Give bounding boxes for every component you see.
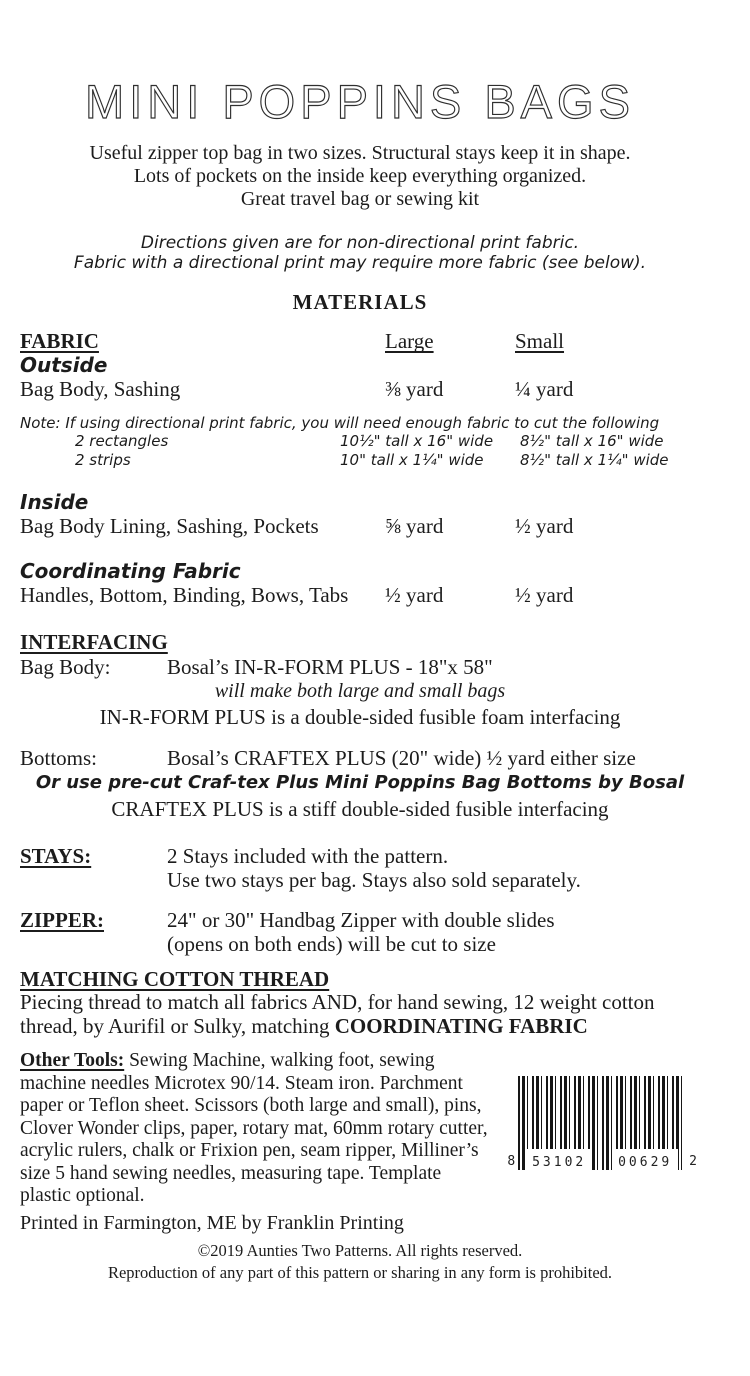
fabric-table (20, 329, 700, 607)
outside-section-label: Outside (20, 353, 108, 377)
interfacing-note: IN-R-FORM PLUS is a double-sided fusible foam interfacing (99, 704, 621, 729)
note-item: 2 rectangles (75, 432, 169, 450)
zipper-heading: ZIPPER: (20, 907, 104, 932)
barcode-bars (518, 1076, 686, 1170)
stays-line: 2 Stays included with the pattern. (167, 843, 449, 868)
note-item: 2 strips (75, 451, 131, 469)
stays-heading: STAYS: (20, 843, 92, 868)
zipper-row (20, 908, 700, 956)
stays-text (167, 844, 700, 892)
thread-section (20, 968, 700, 1039)
thread-text-bold: COORDINATING FABRIC (334, 1013, 588, 1038)
barcode-digits-group1: 53102 (526, 1149, 592, 1170)
item-value: Bosal’s CRAFTEX PLUS (20" wide) ½ yard either size (167, 745, 636, 770)
column-header-small: Small (515, 329, 565, 353)
item-label: Bag Body: (20, 654, 111, 679)
stays-line: Use two stays per bag. Stays also sold separately. (167, 867, 581, 892)
inside-section-label: Inside (20, 490, 89, 514)
thread-text-body: Piecing thread to match all fabrics AND, for hand sewing, 12 weight cotton thread, by Aurifil or Sulky, matching (20, 990, 655, 1038)
barcode-digit-right: 2 (689, 1154, 697, 1169)
yardage-large: ½ yard (385, 583, 444, 607)
materials-heading: MATERIALS (292, 290, 428, 314)
table-row (20, 514, 700, 538)
intro-line: Useful zipper top bag in two sizes. Structural stays keep it in shape. (89, 142, 631, 164)
item-value: Bosal’s IN-R-FORM PLUS - 18"x 58" (167, 654, 493, 679)
footer-copyright (20, 1240, 700, 1284)
pattern-title-art (20, 76, 700, 130)
zipper-line: 24" or 30" Handbag Zipper with double slides (167, 907, 555, 932)
row-label: Bag Body, Sashing (20, 377, 181, 401)
yardage-small: ¼ yard (515, 377, 574, 401)
directions-note-line: Fabric with a directional print may require more fabric (see below). (73, 253, 647, 273)
directions-note-line: Directions given are for non-directional print fabric. (140, 233, 580, 253)
table-row (20, 377, 700, 401)
note-row (20, 432, 700, 451)
note-dim-large: 10" tall x 1¼" wide (340, 451, 484, 469)
row-label: Handles, Bottom, Binding, Bows, Tabs (20, 583, 349, 607)
column-header-large: Large (385, 329, 434, 353)
thread-heading: MATCHING COTTON THREAD (20, 966, 330, 991)
tools-text: Sewing Machine, walking foot, sewing machine needles Microtex 90/14. Steam iron. Parchment paper or Teflon sheet. Scissors (both large and small), pins, Clover Wonder clips, paper, rotary mat, 60mm rotary cutter, acrylic rulers, chalk or Frixion pen, seam ripper, Milliner’s size 5 hand sewing needles, measuring tape. Template plastic optional. (20, 1050, 488, 1206)
pattern-sheet (0, 76, 750, 1284)
intro-line: Lots of pockets on the inside keep everything organized. (133, 165, 587, 187)
interfacing-section (20, 631, 700, 822)
yardage-small: ½ yard (515, 514, 574, 538)
interfacing-bag-body-row (20, 655, 700, 679)
directional-fabric-note (20, 414, 700, 470)
row-label: Bag Body Lining, Sashing, Pockets (20, 514, 319, 538)
item-label: Bottoms: (20, 745, 98, 770)
coordinating-section-label: Coordinating Fabric (20, 559, 241, 583)
fabric-heading: FABRIC (20, 329, 99, 353)
bottoms-alternative-note: Or use pre-cut Craf-tex Plus Mini Poppins Bag Bottoms by Bosal (35, 771, 685, 793)
zipper-text (167, 908, 700, 956)
note-row (20, 451, 700, 470)
interfacing-heading: INTERFACING (20, 630, 168, 654)
note-dim-large: 10½" tall x 16" wide (340, 432, 494, 450)
zipper-line: (opens on both ends) will be cut to size (167, 931, 496, 956)
interfacing-bottoms-row (20, 746, 700, 770)
intro-line: Great travel bag or sewing kit (240, 188, 480, 210)
barcode-digit-left: 8 (507, 1154, 516, 1169)
interfacing-note: will make both large and small bags (214, 679, 506, 702)
yardage-large: ⅝ yard (385, 514, 444, 538)
bottoms-note: CRAFTEX PLUS is a stiff double-sided fusible interfacing (111, 796, 609, 821)
note-dim-small: 8½" tall x 16" wide (520, 432, 664, 450)
copyright-line: ©2019 Aunties Two Patterns. All rights reserved. (197, 1240, 523, 1260)
stays-row (20, 844, 700, 892)
yardage-large: ⅜ yard (385, 377, 444, 401)
intro-text (20, 142, 700, 211)
fabric-table-header (20, 329, 700, 353)
upc-barcode (504, 1076, 700, 1170)
note-intro: Note: If using directional print fabric, you will need enough fabric to cut the following (20, 414, 660, 432)
printed-note: Printed in Farmington, ME by Franklin Printing (20, 1211, 404, 1234)
directions-note (20, 233, 700, 273)
barcode-digits-group2: 00629 (612, 1149, 678, 1170)
yardage-small: ½ yard (515, 583, 574, 607)
note-dim-small: 8½" tall x 1¼" wide (520, 451, 669, 469)
reproduction-line: Reproduction of any part of this pattern or sharing in any form is prohibited. (107, 1262, 613, 1282)
title-block (20, 76, 700, 130)
tools-section (20, 1050, 700, 1234)
tools-heading: Other Tools: (20, 1050, 125, 1071)
pattern-title: MINI POPPINS BAGS (85, 76, 635, 128)
table-row (20, 583, 700, 607)
thread-text (20, 991, 700, 1038)
